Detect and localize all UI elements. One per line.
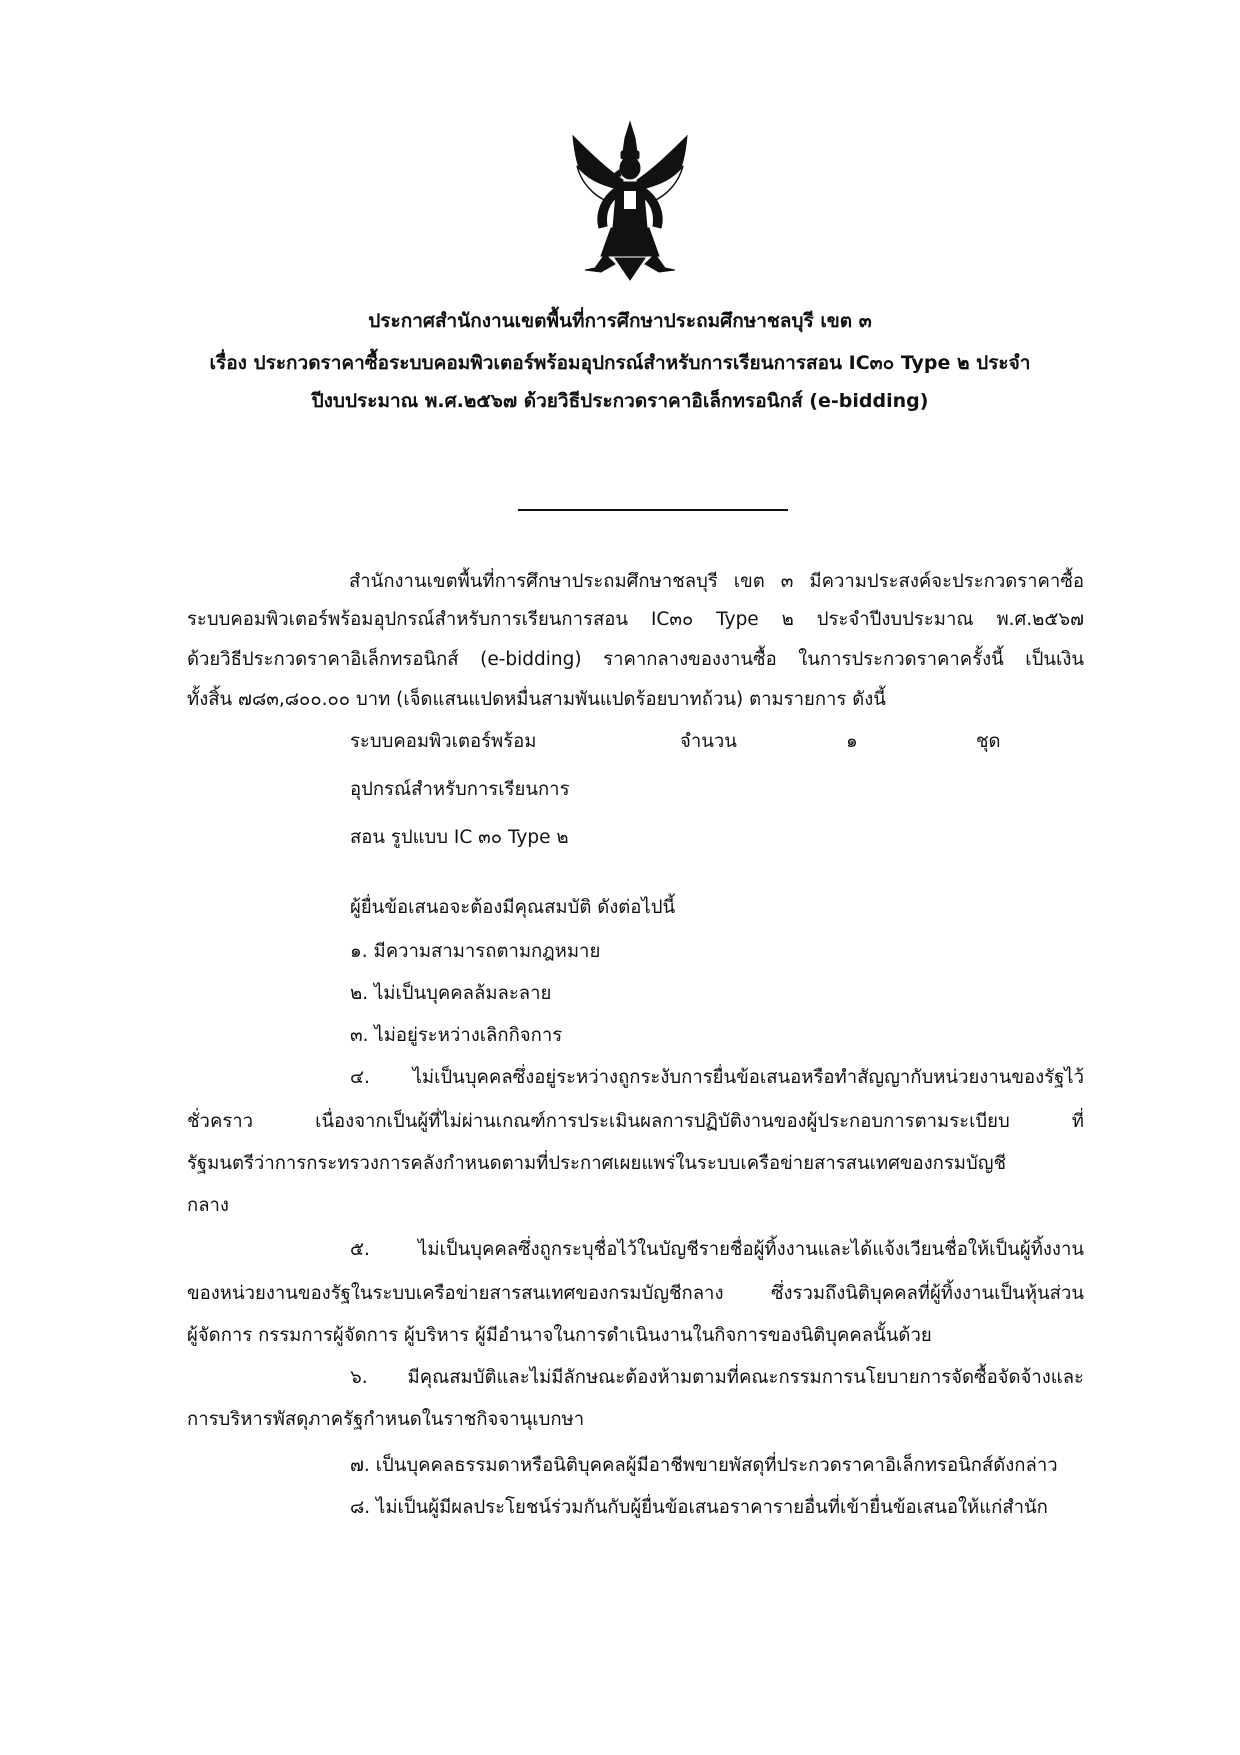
item-qty-label: จำนวน — [680, 731, 737, 752]
title-divider — [518, 509, 788, 511]
item-name-line-3: สอน รูปแบบ IC ๓๐ Type ๒ — [350, 827, 569, 848]
qualification-item: ๖. มีคุณสมบัติและไม่มีลักษณะต้องห้ามตามที่คณะกรรมการนโยบายการจัดซื้อจัดจ้างและ — [350, 1367, 1084, 1388]
qualification-item: ๓. ไม่อยู่ระหว่างเลิกกิจการ — [350, 1025, 563, 1046]
item-unit: ชุด — [976, 731, 1001, 752]
qualification-item: ชั่วคราว เนื่องจากเป็นผู้ที่ไม่ผ่านเกณฑ์การประเมินผลการปฏิบัติงานของผู้ประกอบการตามระเบียบ ที่ — [187, 1111, 1084, 1132]
qualification-item: ๑. มีความสามารถตามกฎหมาย — [350, 941, 601, 962]
intro-line-2: ระบบคอมพิวเตอร์พร้อมอุปกรณ์สำหรับการเรียนการสอน IC๓๐ Type ๒ ประจำปีงบประมาณ พ.ศ.๒๕๖๗ — [187, 609, 1084, 630]
qualification-item: ๗. เป็นบุคคลธรรมดาหรือนิติบุคคลผู้มีอาชีพขายพัสดุที่ประกวดราคาอิเล็กทรอนิกส์ดังกล่าว — [350, 1455, 1058, 1476]
qualification-item: ๒. ไม่เป็นบุคคลล้มละลาย — [350, 983, 552, 1004]
title-line-3: ปีงบประมาณ พ.ศ.๒๕๖๗ ด้วยวิธีประกวดราคาอิเล็กทรอนิกส์ (e-bidding) — [311, 390, 929, 412]
qualification-item: ๕. ไม่เป็นบุคคลซึ่งถูกระบุชื่อไว้ในบัญชีรายชื่อผู้ทิ้งงานและได้แจ้งเวียนชื่อให้เป็นผู้ทิ้งงาน — [350, 1239, 1084, 1260]
item-name-line-1: ระบบคอมพิวเตอร์พร้อม — [350, 731, 537, 752]
garuda-emblem-icon — [565, 118, 695, 283]
intro-line-3: ด้วยวิธีประกวดราคาอิเล็กทรอนิกส์ (e-bidding) ราคากลางของงานซื้อ ในการประกวดราคาครั้งนี้ เป็นเงิน — [187, 649, 1084, 670]
title-line-1: ประกาศสำนักงานเขตพื้นที่การศึกษาประถมศึกษาชลบุรี เขต ๓ — [368, 310, 872, 332]
title-line-2: เรื่อง ประกวดราคาซื้อระบบคอมพิวเตอร์พร้อมอุปกรณ์สำหรับการเรียนการสอน IC๓๐ Type ๒ ประจำ — [209, 352, 1031, 374]
qualification-item: การบริหารพัสดุภาครัฐกำหนดในราชกิจจานุเบกษา — [187, 1409, 585, 1430]
qualification-item: ผู้จัดการ กรรมการผู้จัดการ ผู้บริหาร ผู้มีอำนาจในการดำเนินงานในกิจการของนิติบุคคลนั้นด้วย — [187, 1325, 932, 1346]
intro-line-1: สำนักงานเขตพื้นที่การศึกษาประถมศึกษาชลบุรี เขต ๓ มีความประสงค์จะประกวดราคาซื้อ — [349, 571, 1084, 592]
item-qty-value: ๑ — [846, 731, 858, 752]
qualification-item: กลาง — [187, 1195, 229, 1216]
qualification-item: รัฐมนตรีว่าการกระทรวงการคลังกำหนดตามที่ประกาศเผยแพร่ในระบบเครือข่ายสารสนเทศของกรมบัญชี — [187, 1153, 1007, 1174]
qualification-item: ของหน่วยงานของรัฐในระบบเครือข่ายสารสนเทศของกรมบัญชีกลาง ซึ่งรวมถึงนิติบุคคลที่ผู้ทิ้งงานเป็นหุ้นส่วน — [187, 1283, 1084, 1304]
qualification-item: ๘. ไม่เป็นผู้มีผลประโยชน์ร่วมกันกับผู้ยื่นข้อเสนอราคารายอื่นที่เข้ายื่นข้อเสนอให้แก่สำนัก — [350, 1497, 1048, 1518]
intro-line-4: ทั้งสิ้น ๗๘๓,๘๐๐.๐๐ บาท (เจ็ดแสนแปดหมื่นสามพันแปดร้อยบาทถ้วน) ตามรายการ ดังนี้ — [187, 689, 886, 710]
item-name-line-2: อุปกรณ์สำหรับการเรียนการ — [350, 779, 570, 800]
qualification-item: ๔. ไม่เป็นบุคคลซึ่งอยู่ระหว่างถูกระงับการยื่นข้อเสนอหรือทำสัญญากับหน่วยงานของรัฐไว้ — [350, 1067, 1084, 1088]
qualifications-heading: ผู้ยื่นข้อเสนอจะต้องมีคุณสมบัติ ดังต่อไปนี้ — [350, 897, 676, 918]
